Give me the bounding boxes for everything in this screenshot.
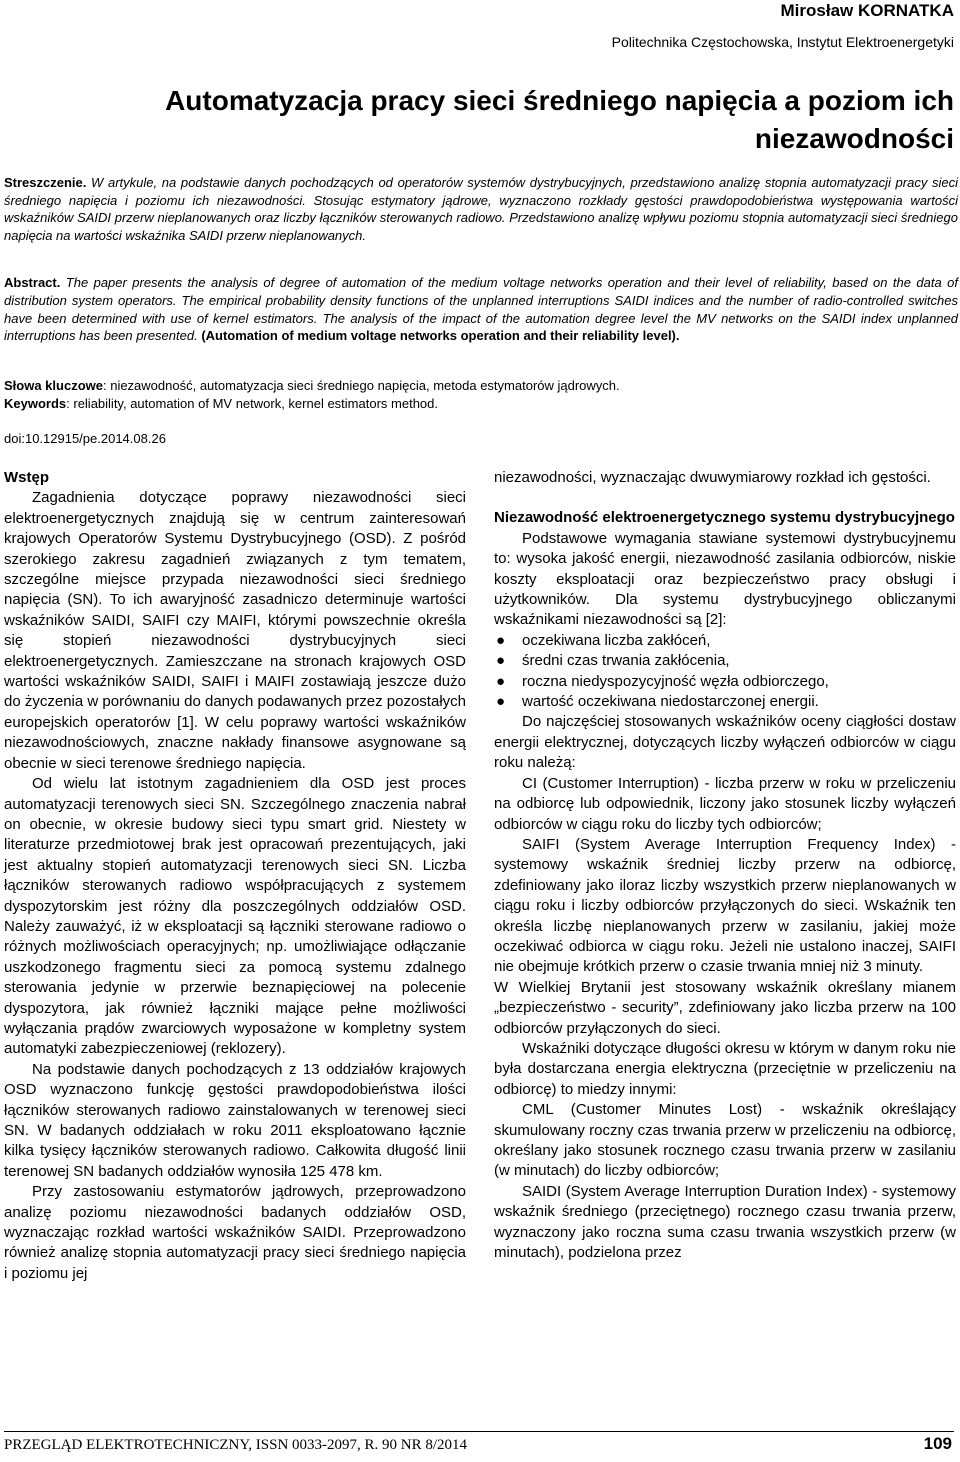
- bullet-list: [494, 631, 956, 713]
- abstract-pl-text: W artykule, na podstawie danych pochodzących od operatorów systemów dystrybucyjnych, przedstawiono analizę stopnia automatyzacji pracy sieci średniego napięcia i poziomu ich niezawodności. Stosując estymatory jądrowe, wyznaczono rozkłady gęstości prawdopodobieństwa występowania wartości wskaźników SAIDI przerw nieplanowanych oraz liczby łączników sterowanych radiowo. Przedstawiono analizę wpływu poziomu stopnia automatyzacji sieci średniego napięcia na wartości wskaźnika SAIDI przerw nieplanowanych.: [4, 175, 958, 243]
- abstract-en-text: The paper presents the analysis of degree of automation of the medium voltage networks operation and their level of reliability, based on the data of distribution system operators. The empirical probability density functions of the unplanned interruptions SAIDI indices and the number of radio-controlled switches have been determined with use of kernel estimators. The analysis of the impact of the automation degree level the MV networks on the SAIDI index unplanned interruptions has been presented.: [4, 275, 958, 344]
- list-item: ● oczekiwana liczba zakłóceń,: [496, 631, 711, 649]
- abstract-pl-label: Streszczenie.: [4, 175, 87, 190]
- list-item: ● wartość oczekiwana niedostarczonej energii.: [496, 693, 819, 711]
- keywords-pl-label: Słowa kluczowe: [4, 378, 103, 393]
- keywords-pl: [4, 377, 958, 395]
- paragraph: W Wielkiej Brytanii jest stosowany wskaźnik określany mianem „bezpieczeństwo - security”, zdefiniowany jako liczba przerw na 100 odbiorców przyłączonych do sieci.: [494, 978, 956, 1037]
- paragraph: SAIFI (System Average Interruption Frequency Index) - systemowy wskaźnik średniej liczby przerw na odbiorcę, zdefiniowany jako iloraz liczby wszystkich przerw nieplanowanych w ciągu roku i liczby odbiorców przyłączonych do sieci. Wskaźnik ten określa liczbę nieplanowanych przerw w zasilaniu, jakiej może oczekiwać odbiorca w ciągu roku. Jeżeli nie ustalono inaczej, SAIFI nie obejmuje krótkich przerw o czasie trwania mniej niż 3 minuty.: [494, 835, 956, 976]
- section-heading-reliability: Niezawodność elektroenergetycznego systemu dystrybucyjnego: [494, 509, 955, 527]
- abstract-en: [4, 274, 958, 345]
- paper-title: Automatyzacja pracy sieci średniego napięcia a poziom ich niezawodności: [165, 85, 954, 154]
- paragraph: Do najczęściej stosowanych wskaźników oceny ciągłości dostaw energii elektrycznej, dotyczących liczby wyłączeń odbiorców w ciągu roku należą:: [494, 713, 956, 772]
- keywords-en-label: Keywords: [4, 395, 67, 411]
- footer-rule: [4, 1431, 954, 1432]
- list-item: ● średni czas trwania zakłócenia,: [496, 652, 730, 670]
- paragraph: Podstawowe wymagania stawiane systemowi dystrybucyjnemu to: wysoka jakość energii, niezawodność zasilania odbiorców, niskie koszty eksploatacji oraz bezpieczeństwo pracy obsługi i użytkowników. Dla systemu dystrybucyjnego obliczanymi wskaźnikami niezawodności są [2]:: [494, 529, 956, 629]
- paragraph: Wskaźniki dotyczące długości okresu w którym w danym roku nie była dostarczana energia elektryczna (przeciętnie w przeliczeniu na odbiorcę) to miedzy innymi:: [494, 1039, 956, 1098]
- paragraph: CML (Customer Minutes Lost) - wskaźnik określający skumulowany roczny czas trwania przerw w przeliczeniu na odbiorcę, określany jako stosunek rocznego czasu trwania przerw w zasilaniu (w minutach) do liczby odbiorców;: [494, 1101, 956, 1180]
- right-column: [494, 468, 956, 1263]
- doi: doi:10.12915/pe.2014.08.26: [4, 431, 166, 446]
- paragraph: Na podstawie danych pochodzących z 13 oddziałów krajowych OSD wyznaczono funkcję gęstości prawdopodobieństwa ilości łączników sterowanych radiowo zainstalowanych w terenowej sieci SN. W badanych oddziałach w roku 2011 eksploatowano łącznie kilka tysięcy łączników sterowanych radiowo. Całkowita długość linii terenowej SN badanych oddziałów wynosiła 125 478 km.: [4, 1060, 466, 1180]
- page-number: 109: [923, 1434, 952, 1453]
- section-heading-intro: Wstęp: [4, 469, 49, 486]
- paragraph: Zagadnienia dotyczące poprawy niezawodności sieci elektroenergetycznych znajdują się w centrum zainteresowań krajowych Operatorów Systemu Dystrybucyjnego (OSD). Z pośród szerokiego zakresu zagadnień związanych z tym tematem, szczególne miejsce przypada niezawodności sieci średniego napięcia (SN). To ich awaryjność zasadniczo determinuje wartości wskaźników SAIDI, SAIFI czy MAIFI, którymi powszechnie określa się stopień niezawodności dystrybucyjnych sieci elektroenergetycznych. Zamieszczane na stronach krajowych OSD wartości wskaźników SAIDI, SAIFI i MAIFI zostawiają jeszcze dużo do życzenia w porównaniu do danych podawanych przez pozostałych europejskich operatorów [1]. W celu poprawy wartości wskaźników niezawodnościowych, znaczne nakłady finansowe asygnowane są obecnie w sieci terenowe średniego napięcia.: [4, 489, 466, 772]
- keywords-pl-text: : niezawodność, automatyzacja sieci średniego napięcia, metoda estymatorów jądrowych.: [102, 378, 620, 393]
- paragraph: CI (Customer Interruption) - liczba przerw w roku w przeliczeniu na odbiorcę lub odpowiednik, liczony jako stosunek liczby wyłączeń odbiorców w ciągu roku do liczby tych odbiorców;: [494, 774, 956, 833]
- abstract-en-title: (Automation of medium voltage networks operation and their reliability level).: [201, 328, 680, 344]
- author-name: Mirosław KORNATKA: [780, 1, 954, 20]
- keywords-block: [4, 377, 958, 412]
- list-item: ● roczna niedyspozycyjność węzła odbiorczego,: [496, 672, 829, 690]
- abstract-pl: [4, 174, 958, 244]
- paragraph: Przy zastosowaniu estymatorów jądrowych, przeprowadzono analizę poziomu niezawodności badanych oddziałów OSD, wyznaczając rozkład wartości wskaźników SAIDI. Przeprowadzono również analizę stopnia automatyzacji pracy sieci średniego napięcia i poziomu jej: [4, 1183, 466, 1282]
- affiliation: Politechnika Częstochowska, Instytut Elektroenergetyki: [611, 34, 954, 50]
- paragraph: SAIDI (System Average Interruption Duration Index) - systemowy wskaźnik średniego (przeciętnego) rocznego czasu trwania przerw, wyznaczony jako roczna suma czasu trwania wszystkich przerw (w minutach), podzielona przez: [494, 1182, 956, 1262]
- paragraph: niezawodności, wyznaczając dwuwymiarowy rozkład ich gęstości.: [494, 469, 931, 486]
- keywords-en-text: : reliability, automation of MV network, kernel estimators method.: [66, 395, 438, 411]
- abstract-en-label: Abstract.: [4, 275, 61, 290]
- paragraph: Od wielu lat istotnym zagadnieniem dla OSD jest proces automatyzacji terenowych sieci SN. Szczególnego znaczenia nabrał on obecnie, w okresie budowy sieci typu smart grid. Niestety w literaturze przedmiotowej brak jest opracowań prezentujących, jaki jest aktualny stopień automatyzacji terenowych sieci SN. Liczba łączników sterowanych radiowo współpracujących z systemem dyspozytorskim jest różny dla poszczególnych oddziałów OSD. Należy zauważyć, iż w eksploatacji są łączniki sterowane radiowo o różnych możliwościach operacyjnych; np. umożliwiające odłączanie uszkodzonego fragmentu sieci za pomocą systemu zdalnego sterowania jedynie w przerwie beznapięciowej na polecenie dyspozytora, jak również łączniki mające pełne możliwości wyłączania prądów zwarciowych wyposażone w kompletny system automatyki zabezpieczeniowej (reklozery).: [4, 775, 466, 1058]
- footer-journal: PRZEGLĄD ELEKTROTECHNICZNY, ISSN 0033-2097, R. 90 NR 8/2014: [4, 1437, 468, 1453]
- keywords-en: [4, 395, 958, 413]
- left-column: [4, 468, 466, 1284]
